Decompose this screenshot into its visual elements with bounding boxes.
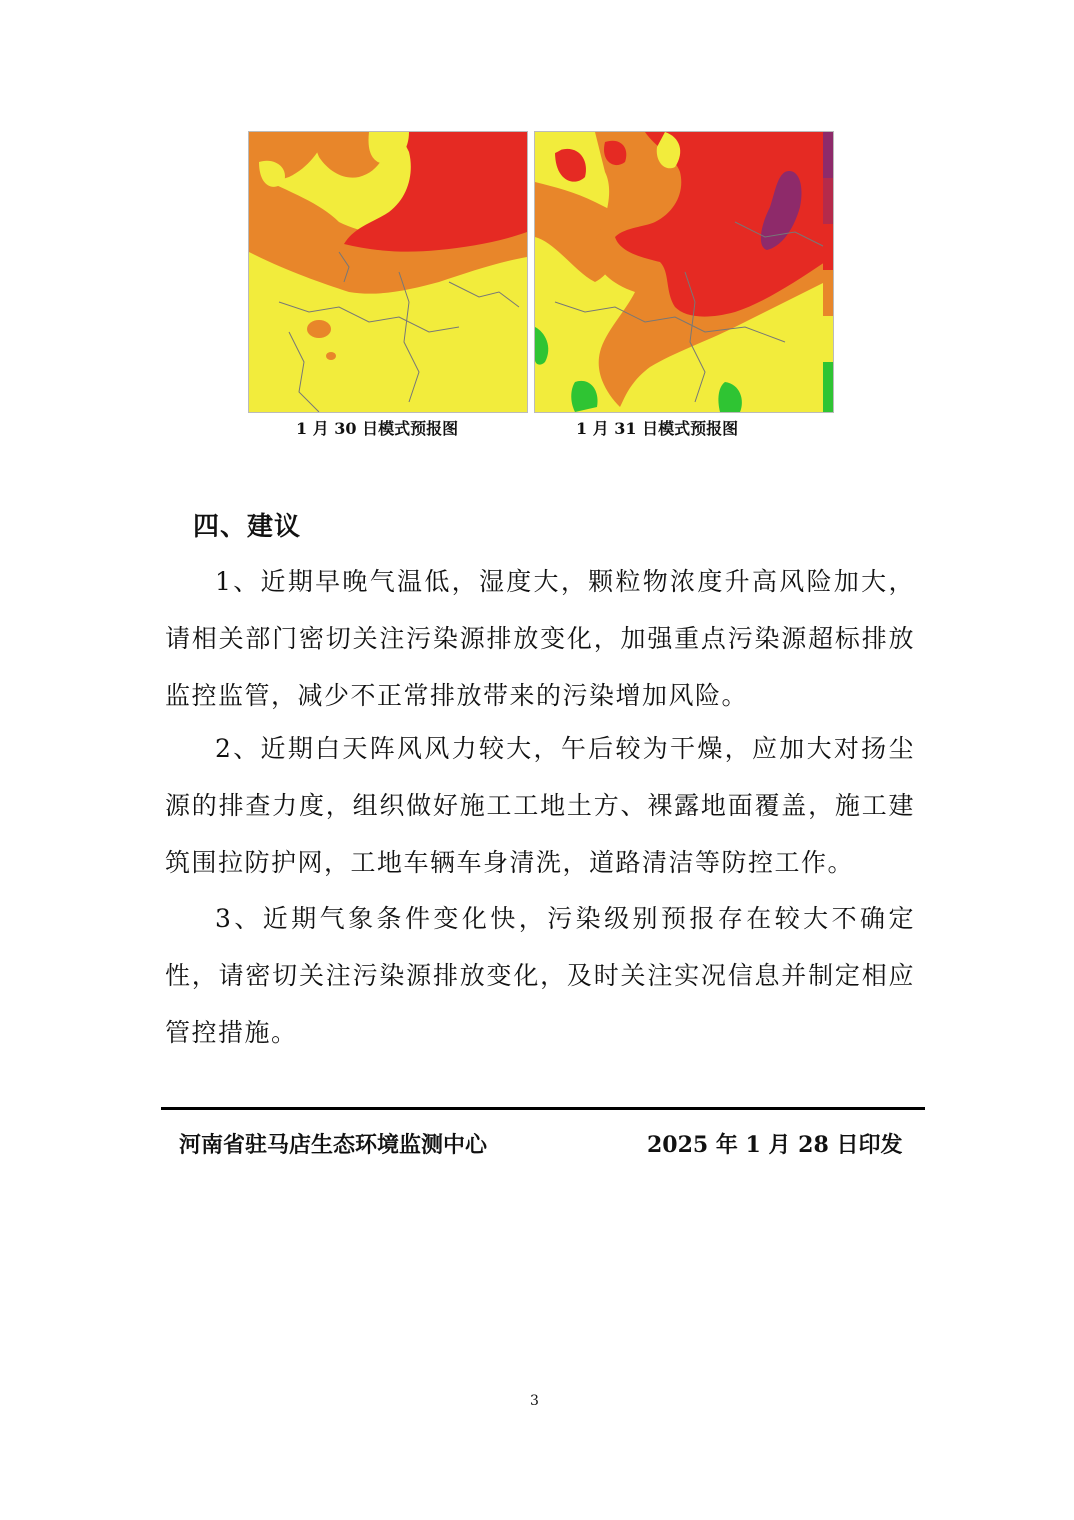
page-number: 3	[530, 1393, 539, 1409]
forecast-maps	[248, 131, 832, 411]
forecast-map-jan30	[248, 131, 528, 413]
suggestion-paragraph-3: 3、近期气象条件变化快，污染级别预报存在较大不确定性，请密切关注污染源排放变化，及时关注实况信息并制定相应管控措施。	[165, 904, 915, 1047]
footer-divider	[161, 1107, 925, 1110]
footer-issue-date: 2025 年 1 月 28 日印发	[647, 1132, 903, 1158]
forecast-map-jan31	[534, 131, 834, 413]
suggestion-paragraph-2: 2、近期白天阵风风力较大，午后较为干燥，应加大对扬尘源的排查力度，组织做好施工工地土方、裸露地面覆盖，施工建筑围拉防护网，工地车辆车身清洗，道路清洁等防控工作。	[165, 734, 915, 877]
forecast-map-jan31-image	[535, 132, 833, 412]
map-caption-jan30: 1 月 30 日模式预报图	[296, 419, 459, 438]
map-caption-jan31: 1 月 31 日模式预报图	[576, 419, 739, 438]
section-heading: 四、建议	[193, 512, 302, 542]
suggestion-paragraph-1: 1、近期早晚气温低，湿度大，颗粒物浓度升高风险加大，请相关部门密切关注污染源排放变化，加强重点污染源超标排放监控监管，减少不正常排放带来的污染增加风险。	[165, 567, 915, 710]
footer-organization: 河南省驻马店生态环境监测中心	[179, 1132, 488, 1158]
forecast-map-jan30-image	[249, 132, 527, 412]
